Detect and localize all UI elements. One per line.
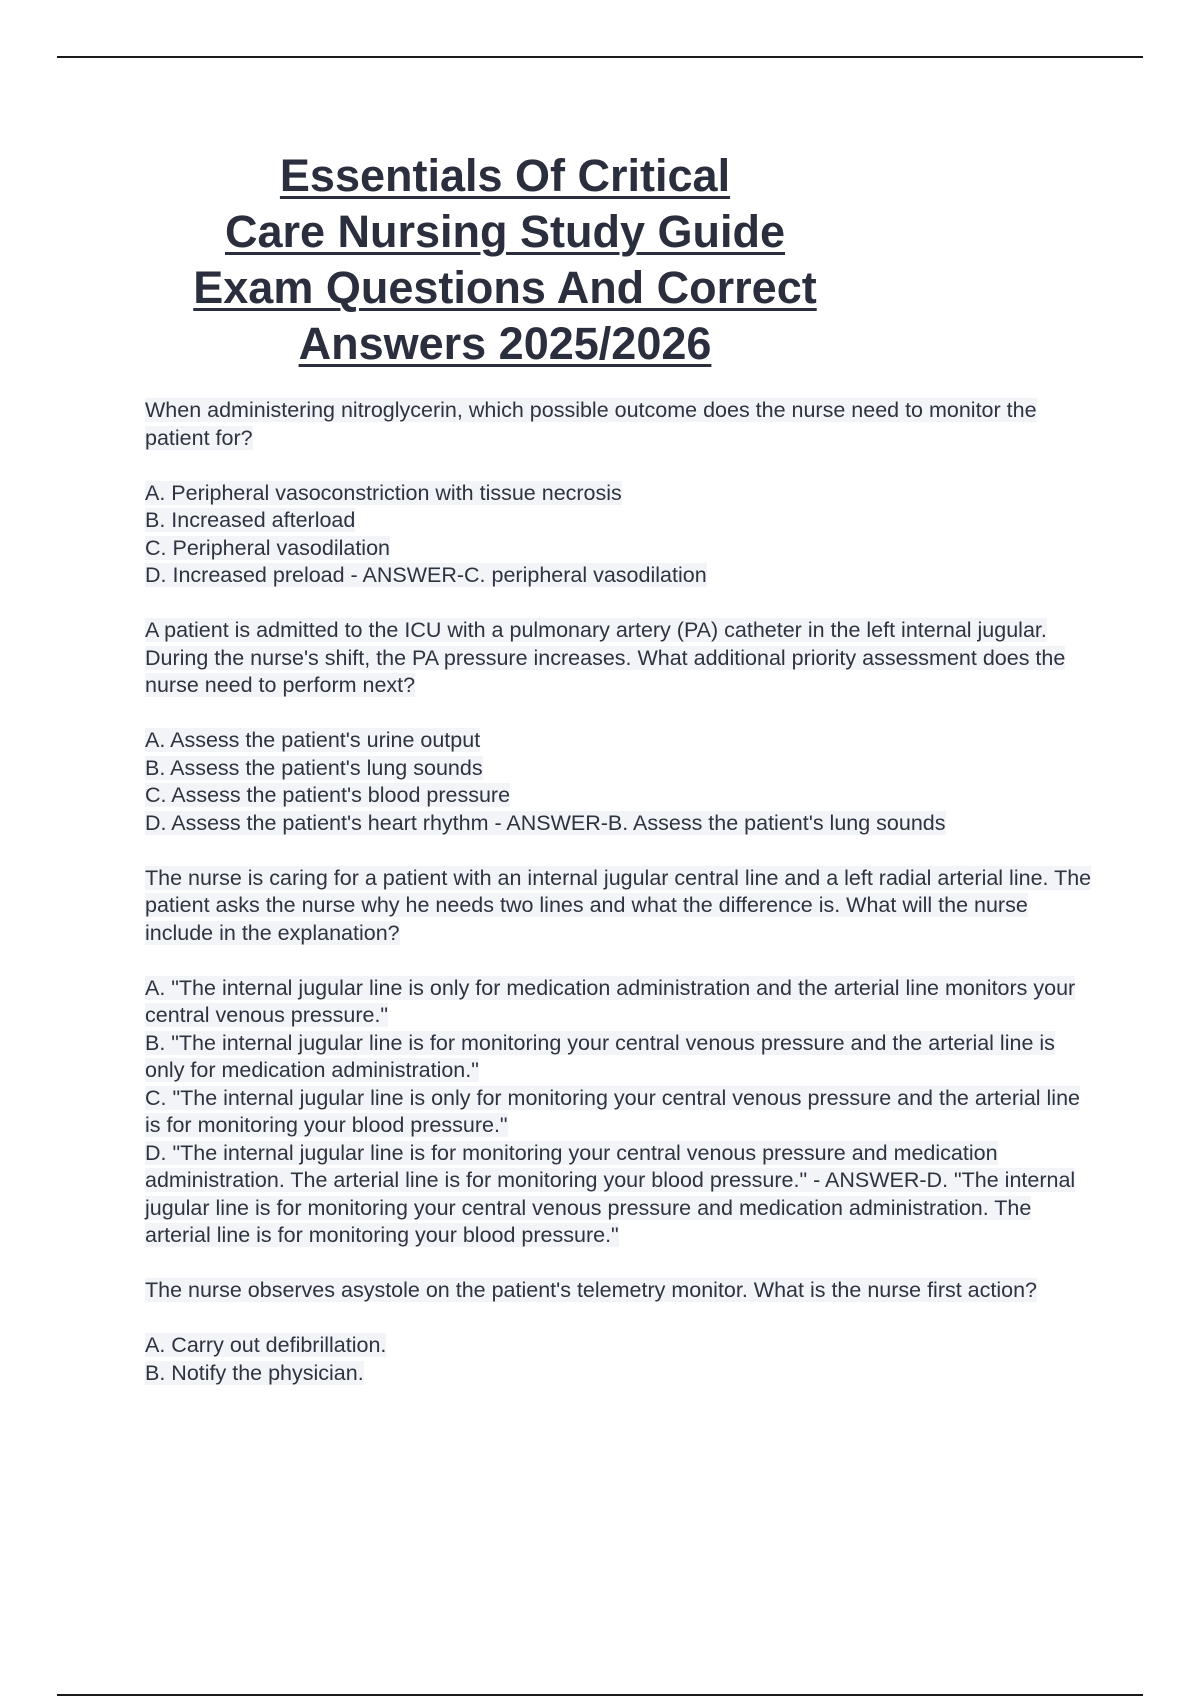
title-line: Essentials Of Critical bbox=[279, 150, 731, 201]
bottom-rule bbox=[57, 1694, 1143, 1696]
title-line: Exam Questions And Correct bbox=[193, 262, 817, 313]
question-block bbox=[145, 397, 1095, 590]
title-line: Care Nursing Study Guide bbox=[224, 206, 786, 257]
title-line: Answers 2025/2026 bbox=[298, 318, 712, 369]
question-text: The nurse is caring for a patient with an internal jugular central line and a left radial arterial line. The patient asks the nurse why he needs two lines and what the difference is. What will the nurse include in the explanation? bbox=[145, 865, 1092, 945]
answer-option: A. Carry out defibrillation. bbox=[145, 1333, 387, 1357]
answer-option: A. Assess the patient's urine output bbox=[145, 728, 481, 752]
question-list bbox=[145, 397, 1095, 1415]
answer-option: C. "The internal jugular line is only for monitoring your central venous pressure and the arterial line is for monitoring your blood pressure." bbox=[145, 1085, 1080, 1137]
answer-option: B. Notify the physician. bbox=[145, 1360, 364, 1385]
answer-option: B. "The internal jugular line is for monitoring your central venous pressure and the arterial line is only for medication administration." bbox=[145, 1030, 1055, 1082]
question-block bbox=[145, 617, 1095, 837]
answer-option: D. "The internal jugular line is for monitoring your central venous pressure and medication administration. The arterial line is for monitoring your blood pressure." - ANSWER-D. "The internal jugular line is for monitoring your central venous pressure and medication administration. The arterial line is for monitoring your blood pressure." bbox=[145, 1140, 1076, 1247]
question-block bbox=[145, 865, 1095, 1250]
top-rule bbox=[57, 56, 1143, 58]
answer-option: B. Assess the patient's lung sounds bbox=[145, 755, 483, 780]
question-text: A patient is admitted to the ICU with a pulmonary artery (PA) catheter in the left internal jugular. During the nurse's shift, the PA pressure increases. What additional priority assessment does the nurse need to perform next? bbox=[145, 618, 1066, 697]
answer-option: C. Peripheral vasodilation bbox=[145, 535, 390, 560]
answer-option: D. Increased preload - ANSWER-C. peripheral vasodilation bbox=[145, 563, 707, 587]
question-text: The nurse observes asystole on the patient's telemetry monitor. What is the nurse first action? bbox=[145, 1278, 1038, 1302]
answer-option: D. Assess the patient's heart rhythm - ANSWER-B. Assess the patient's lung sounds bbox=[145, 810, 946, 835]
answer-option: B. Increased afterload bbox=[145, 508, 356, 532]
answer-option: A. "The internal jugular line is only for medication administration and the arterial line monitors your central venous pressure." bbox=[145, 975, 1076, 1027]
answer-option: C. Assess the patient's blood pressure bbox=[145, 783, 511, 807]
question-block bbox=[145, 1277, 1095, 1387]
answer-option: A. Peripheral vasoconstriction with tissue necrosis bbox=[145, 480, 622, 505]
question-text: When administering nitroglycerin, which possible outcome does the nurse need to monitor the patient for? bbox=[145, 398, 1037, 450]
document-title bbox=[130, 148, 880, 372]
